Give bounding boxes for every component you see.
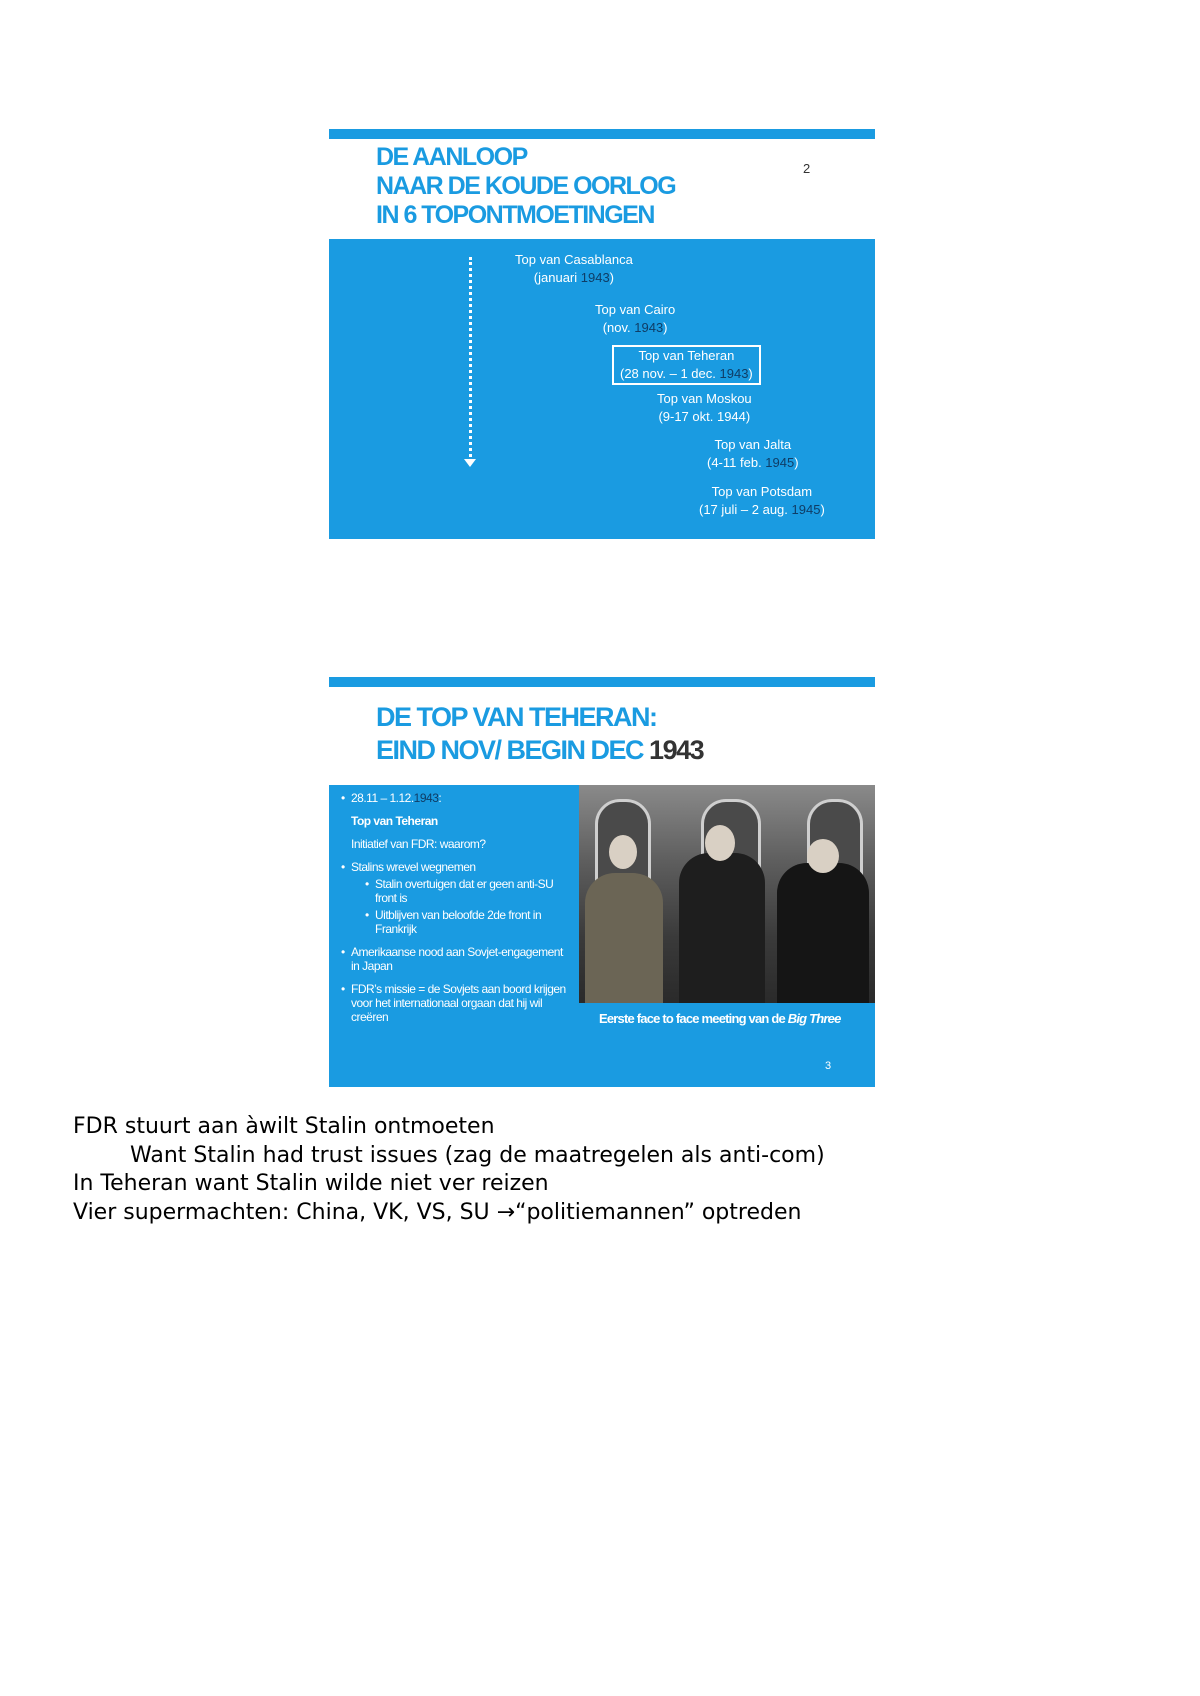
summit-potsdam: [699, 483, 825, 519]
slide-aanloop: [329, 129, 875, 539]
timeline-dotted-line: [469, 257, 472, 463]
title-year: 1943: [649, 735, 704, 765]
note-line: Want Stalin had trust issues (zag de maatregelen als anti-com): [130, 1142, 825, 1168]
summit-name: Top van Casablanca: [515, 252, 633, 267]
note-line: Vier supermachten: China, VK, VS, SU →“politiemannen” optreden: [73, 1199, 802, 1225]
photo-head: [807, 839, 839, 873]
bullet-item: • Stalins wrevel wegnemen • Stalin overtuigen dat er geen anti-SU front is • Uitblijven van beloofde 2de front in Frankrijk: [341, 860, 571, 936]
summit-name: Top van Potsdam: [711, 484, 813, 499]
slide-title: [376, 701, 703, 767]
slide-top-bar: [329, 129, 875, 139]
summit-teheran: [612, 345, 761, 385]
summit-name: Top van Cairo: [595, 302, 676, 317]
big-three-photo: [579, 785, 875, 1003]
sub-bullet-item: • Uitblijven van beloofde 2de front in Frankrijk: [351, 908, 571, 936]
title-line: EIND NOV/ BEGIN DEC 1943: [376, 735, 704, 765]
title-line: IN 6 TOPONTMOETINGEN: [376, 201, 654, 229]
photo-figure: [679, 853, 765, 1003]
photo-figure: [777, 863, 869, 1003]
summit-date: (4-11 feb. 1945): [707, 455, 799, 470]
bullet-item: • FDR’s missie = de Sovjets aan boord krijgen voor het internationaal orgaan dat hij wil creëren: [341, 982, 571, 1024]
photo-figure: [585, 873, 663, 1003]
summit-casablanca: [515, 251, 633, 287]
note-line: In Teheran want Stalin wilde niet ver reizen: [73, 1171, 549, 1196]
summit-name: Top van Moskou: [657, 391, 752, 406]
notes-text: [73, 1113, 1173, 1227]
summit-moskou: [657, 390, 752, 426]
arrow-down-icon: [464, 459, 476, 467]
summit-date: (9-17 okt. 1944): [658, 409, 751, 424]
summit-name: Top van Jalta: [714, 437, 792, 452]
photo-caption: Eerste face to face meeting van de Big Three: [599, 1011, 841, 1026]
bullet-date: • 28.11 – 1.12.1943:: [341, 791, 571, 805]
summit-date: (nov. 1943): [602, 320, 668, 335]
photo-head: [609, 835, 637, 869]
content-panel: [329, 785, 875, 1087]
slide-title: [376, 143, 675, 230]
title-line: DE TOP VAN TEHERAN:: [376, 702, 657, 732]
summit-name: Top van Teheran: [638, 348, 735, 363]
summit-date: (januari 1943): [533, 270, 615, 285]
title-line: DE AANLOOP: [376, 143, 527, 171]
bullet-initiative: Initiatief van FDR: waarom?: [351, 837, 486, 851]
slide-number: 2: [803, 161, 811, 176]
bullet-list: [341, 791, 571, 1033]
title-line: NAAR DE KOUDE OORLOG: [376, 172, 676, 200]
photo-head: [705, 825, 735, 861]
sub-bullet-item: • Stalin overtuigen dat er geen anti-SU front is: [351, 877, 571, 905]
bullet-heading: Top van Teheran: [351, 814, 438, 828]
summit-cairo: [595, 301, 675, 337]
slide-number: 3: [825, 1060, 832, 1072]
slide-top-van-teheran: [329, 677, 875, 1087]
bullet-item: • Amerikaanse nood aan Sovjet-engagement in Japan: [341, 945, 571, 973]
timeline-panel: [329, 239, 875, 539]
summit-date: (17 juli – 2 aug. 1945): [699, 502, 825, 517]
slide-top-bar: [329, 677, 875, 687]
note-line: FDR stuurt aan àwilt Stalin ontmoeten: [73, 1114, 495, 1139]
summit-jalta: [707, 436, 799, 472]
summit-date: (28 nov. – 1 dec. 1943): [620, 366, 753, 381]
